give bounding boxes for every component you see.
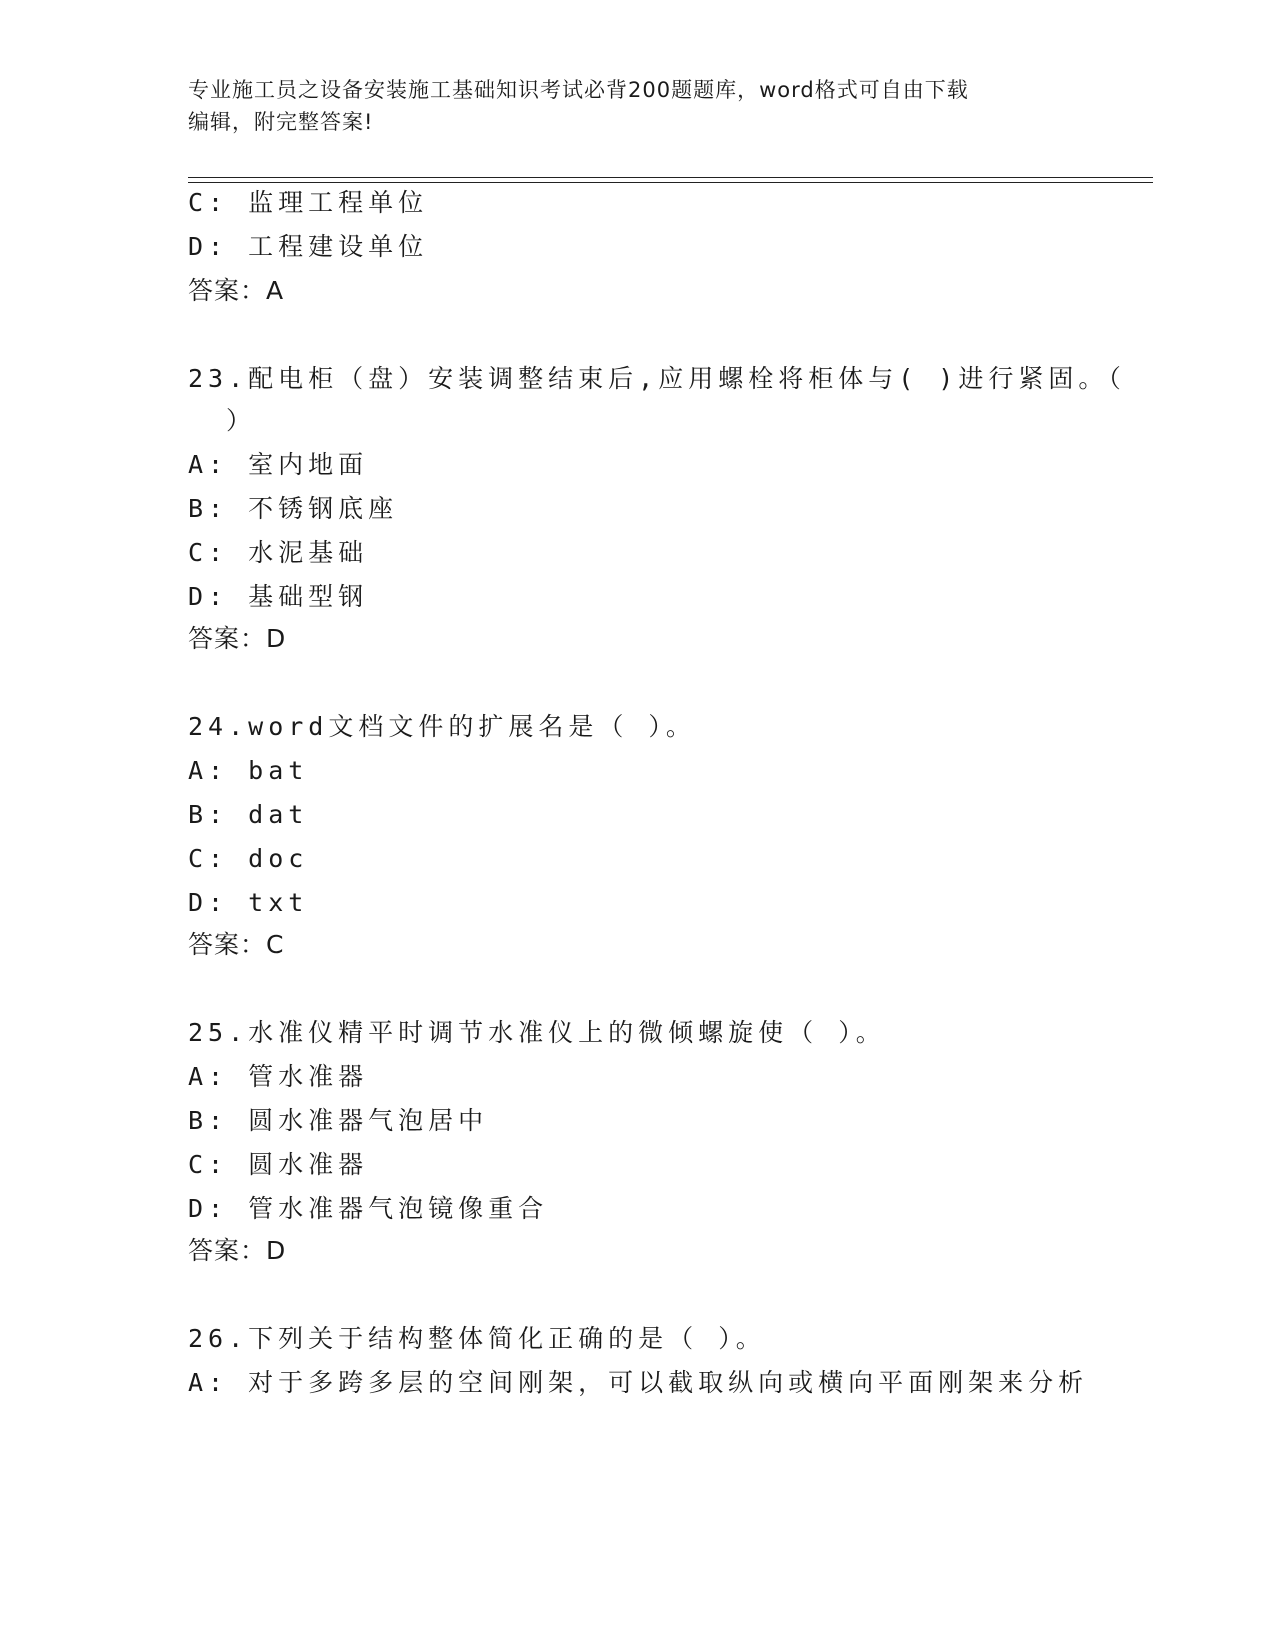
- q22-option-c: C: 监理工程单位: [188, 188, 429, 217]
- q23-answer: 答案：D: [188, 624, 287, 653]
- q25-option-a: A: 管水准器: [188, 1062, 369, 1091]
- q23-option-d: D: 基础型钢: [188, 582, 369, 611]
- q22-answer: 答案：A: [188, 276, 285, 305]
- q24-stem: 24.word文档文件的扩展名是（ ）。: [188, 712, 696, 741]
- q23-option-b: B: 不锈钢底座: [188, 494, 399, 523]
- header-divider-bottom: [188, 182, 1153, 183]
- q26-stem: 26.下列关于结构整体简化正确的是（ ）。: [188, 1324, 766, 1353]
- q23-stem-line1: 23.配电柜（盘）安装调整结束后,应用螺栓将柜体与( )进行紧固。（: [188, 364, 1126, 393]
- q25-option-d: D: 管水准器气泡镜像重合: [188, 1194, 549, 1223]
- q26-option-a: A: 对于多跨多层的空间刚架，可以截取纵向或横向平面刚架来分析: [188, 1368, 1089, 1397]
- q23-option-c: C: 水泥基础: [188, 538, 369, 567]
- q24-option-c: C: doc: [188, 844, 309, 873]
- q25-stem: 25.水准仪精平时调节水准仪上的微倾螺旋使（ ）。: [188, 1018, 886, 1047]
- q25-answer: 答案：D: [188, 1236, 287, 1265]
- q23-stem-line2: ）: [226, 406, 257, 435]
- q23-option-a: A: 室内地面: [188, 450, 369, 479]
- q25-option-b: B: 圆水准器气泡居中: [188, 1106, 489, 1135]
- q24-answer: 答案：C: [188, 930, 285, 959]
- q25-option-c: C: 圆水准器: [188, 1150, 369, 1179]
- header-divider-top: [188, 177, 1153, 178]
- q22-option-d: D: 工程建设单位: [188, 232, 429, 261]
- q24-option-b: B: dat: [188, 800, 309, 829]
- q24-option-a: A: bat: [188, 756, 309, 785]
- document-header: 专业施工员之设备安装施工基础知识考试必背200题题库，word格式可自由下载 编辑，附完整答案!: [188, 78, 969, 134]
- q24-option-d: D: txt: [188, 888, 309, 917]
